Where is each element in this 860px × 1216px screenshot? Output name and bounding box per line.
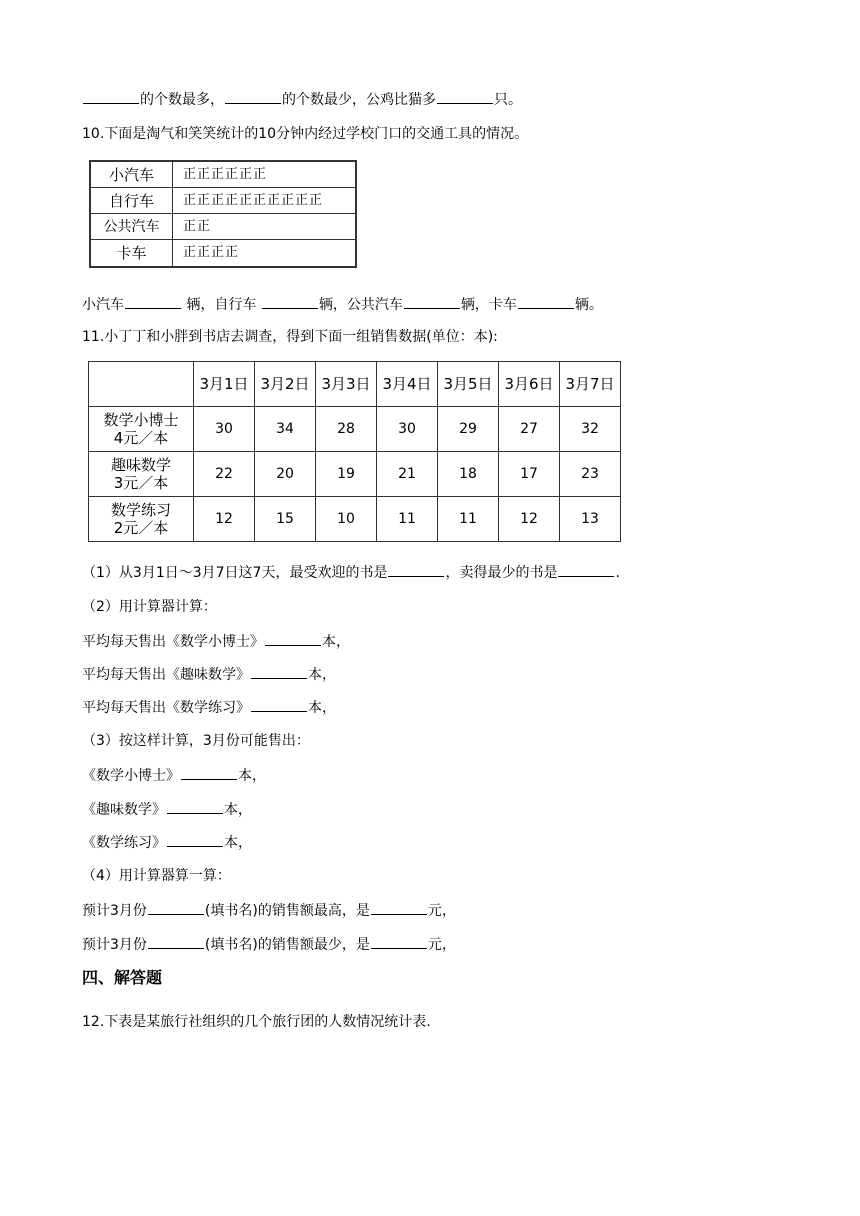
table-cell: 12 xyxy=(194,497,255,542)
answer-blank[interactable] xyxy=(83,89,139,104)
sub1-text-b: ，卖得最少的书是 xyxy=(445,565,558,581)
q11-sub3-line xyxy=(82,832,252,853)
sub4-text: 预计3月份 xyxy=(82,937,147,953)
tally-label: 公共汽车 xyxy=(91,214,173,239)
tally-row xyxy=(91,240,355,266)
q12-title: 12.下表是某旅行社组织的几个旅行团的人数情况统计表. xyxy=(82,1014,431,1030)
sub2-text: 平均每天售出《数学小博士》 xyxy=(82,634,264,650)
answer-blank[interactable] xyxy=(262,294,318,309)
q10-text-b: 辆，自行车 xyxy=(182,297,261,313)
tally-label: 小汽车 xyxy=(91,162,173,187)
answer-blank[interactable] xyxy=(167,799,223,814)
table-cell: 32 xyxy=(560,407,621,452)
sub2-text: 平均每天售出《趣味数学》 xyxy=(82,667,250,683)
unit-text: 本， xyxy=(238,768,266,784)
answer-blank[interactable] xyxy=(148,934,204,949)
table-cell: 15 xyxy=(255,497,316,542)
book-price: 4元／本 xyxy=(113,429,169,447)
q10-text-d: 辆，卡车 xyxy=(460,297,517,313)
q11-sub2-title: （2）用计算器计算： xyxy=(82,599,217,615)
tally-marks: 正正正正正正 xyxy=(183,167,268,182)
book-name: 数学小博士 xyxy=(103,411,179,429)
answer-blank[interactable] xyxy=(181,765,237,780)
tally-row xyxy=(91,188,355,214)
date-header: 3月6日 xyxy=(499,362,560,407)
table-cell: 21 xyxy=(377,452,438,497)
q9-text-1: 的个数最多， xyxy=(140,92,224,108)
table-cell: 11 xyxy=(377,497,438,542)
table-row xyxy=(89,407,621,452)
table-cell: 13 xyxy=(560,497,621,542)
answer-blank[interactable] xyxy=(404,294,460,309)
q10-text-c: 辆，公共汽车 xyxy=(318,297,403,313)
q10-title: 10.下面是淘气和笑笑统计的10分钟内经过学校门口的交通工具的情况。 xyxy=(82,126,529,142)
sub4-text: 预计3月份 xyxy=(82,903,147,919)
answer-blank[interactable] xyxy=(251,664,307,679)
table-cell: 28 xyxy=(316,407,377,452)
answer-blank[interactable] xyxy=(558,562,614,577)
answer-blank[interactable] xyxy=(167,832,223,847)
table-cell: 22 xyxy=(194,452,255,497)
sub4-text: (填书名)的销售额最高，是 xyxy=(204,903,370,919)
answer-blank[interactable] xyxy=(371,900,427,915)
sub1-text-a: （1）从3月1日～3月7日这7天，最受欢迎的书是 xyxy=(82,565,388,581)
book-cell xyxy=(89,452,194,497)
table-cell: 30 xyxy=(194,407,255,452)
table-cell: 20 xyxy=(255,452,316,497)
unit-text: 本， xyxy=(224,802,252,818)
answer-blank[interactable] xyxy=(388,562,444,577)
tally-label: 自行车 xyxy=(91,188,173,213)
answer-blank[interactable] xyxy=(125,294,181,309)
section-heading: 四、解答题 xyxy=(82,968,163,987)
date-header: 3月5日 xyxy=(438,362,499,407)
book-price: 3元／本 xyxy=(113,474,169,492)
sub2-text: 平均每天售出《数学练习》 xyxy=(82,700,250,716)
q11-sub4-line xyxy=(82,900,456,921)
table-cell: 11 xyxy=(438,497,499,542)
q9-text-3: 只。 xyxy=(494,92,522,108)
q10-text-e: 辆。 xyxy=(574,297,603,313)
q9-answer-line xyxy=(82,89,522,110)
answer-blank[interactable] xyxy=(265,631,321,646)
q11-sub4-title: （4）用计算器算一算： xyxy=(82,868,231,884)
tally-label: 卡车 xyxy=(91,240,173,266)
q11-sub2-line xyxy=(82,664,336,685)
sub1-text-c: . xyxy=(615,565,620,581)
table-row xyxy=(89,497,621,542)
date-header: 3月7日 xyxy=(560,362,621,407)
tally-row xyxy=(91,162,355,188)
date-header: 3月1日 xyxy=(194,362,255,407)
q11-sub3-line xyxy=(82,799,252,820)
unit-text: 本， xyxy=(224,835,252,851)
book-cell xyxy=(89,497,194,542)
table-cell: 17 xyxy=(499,452,560,497)
q10-text-a: 小汽车 xyxy=(82,297,124,313)
book-cell xyxy=(89,407,194,452)
sub4-text: (填书名)的销售额最少，是 xyxy=(204,937,370,953)
unit-text: 本， xyxy=(308,700,336,716)
unit-text: 本， xyxy=(322,634,350,650)
table-cell: 19 xyxy=(316,452,377,497)
answer-blank[interactable] xyxy=(371,934,427,949)
answer-blank[interactable] xyxy=(251,697,307,712)
table-corner-cell xyxy=(89,362,194,407)
answer-blank[interactable] xyxy=(148,900,204,915)
tally-marks: 正正正正正正正正正正 xyxy=(183,193,324,208)
table-cell: 23 xyxy=(560,452,621,497)
table-cell: 27 xyxy=(499,407,560,452)
tally-table xyxy=(89,160,357,268)
q11-sub3-line xyxy=(82,765,266,786)
sub3-text: 《数学小博士》 xyxy=(82,768,180,784)
sub3-text: 《数学练习》 xyxy=(82,835,166,851)
sub4-text: 元， xyxy=(427,903,456,919)
table-cell: 18 xyxy=(438,452,499,497)
book-name: 数学练习 xyxy=(110,501,171,519)
answer-blank[interactable] xyxy=(225,89,281,104)
book-name: 趣味数学 xyxy=(110,456,171,474)
answer-blank[interactable] xyxy=(518,294,574,309)
tally-marks: 正正正正 xyxy=(183,245,240,260)
answer-blank[interactable] xyxy=(437,89,493,104)
date-header: 3月3日 xyxy=(316,362,377,407)
table-row xyxy=(89,452,621,497)
table-cell: 34 xyxy=(255,407,316,452)
date-header: 3月4日 xyxy=(377,362,438,407)
q11-title: 11.小丁丁和小胖到书店去调查，得到下面一组销售数据(单位：本): xyxy=(82,329,498,345)
table-cell: 12 xyxy=(499,497,560,542)
sales-table xyxy=(88,361,621,542)
sub3-text: 《趣味数学》 xyxy=(82,802,166,818)
unit-text: 本， xyxy=(308,667,336,683)
q11-sub3-title: （3）按这样计算，3月份可能售出： xyxy=(82,733,310,749)
sub4-text: 元， xyxy=(427,937,456,953)
q10-answer-line xyxy=(82,294,603,315)
q11-sub2-line xyxy=(82,631,350,652)
q9-text-2: 的个数最少，公鸡比猫多 xyxy=(282,92,436,108)
table-cell: 10 xyxy=(316,497,377,542)
date-header: 3月2日 xyxy=(255,362,316,407)
tally-row xyxy=(91,214,355,240)
table-cell: 29 xyxy=(438,407,499,452)
table-row xyxy=(89,362,621,407)
q11-sub4-line xyxy=(82,934,456,955)
q11-sub1 xyxy=(82,562,620,583)
book-price: 2元／本 xyxy=(113,519,169,537)
q11-sub2-line xyxy=(82,697,336,718)
tally-marks: 正正 xyxy=(183,219,212,234)
table-cell: 30 xyxy=(377,407,438,452)
